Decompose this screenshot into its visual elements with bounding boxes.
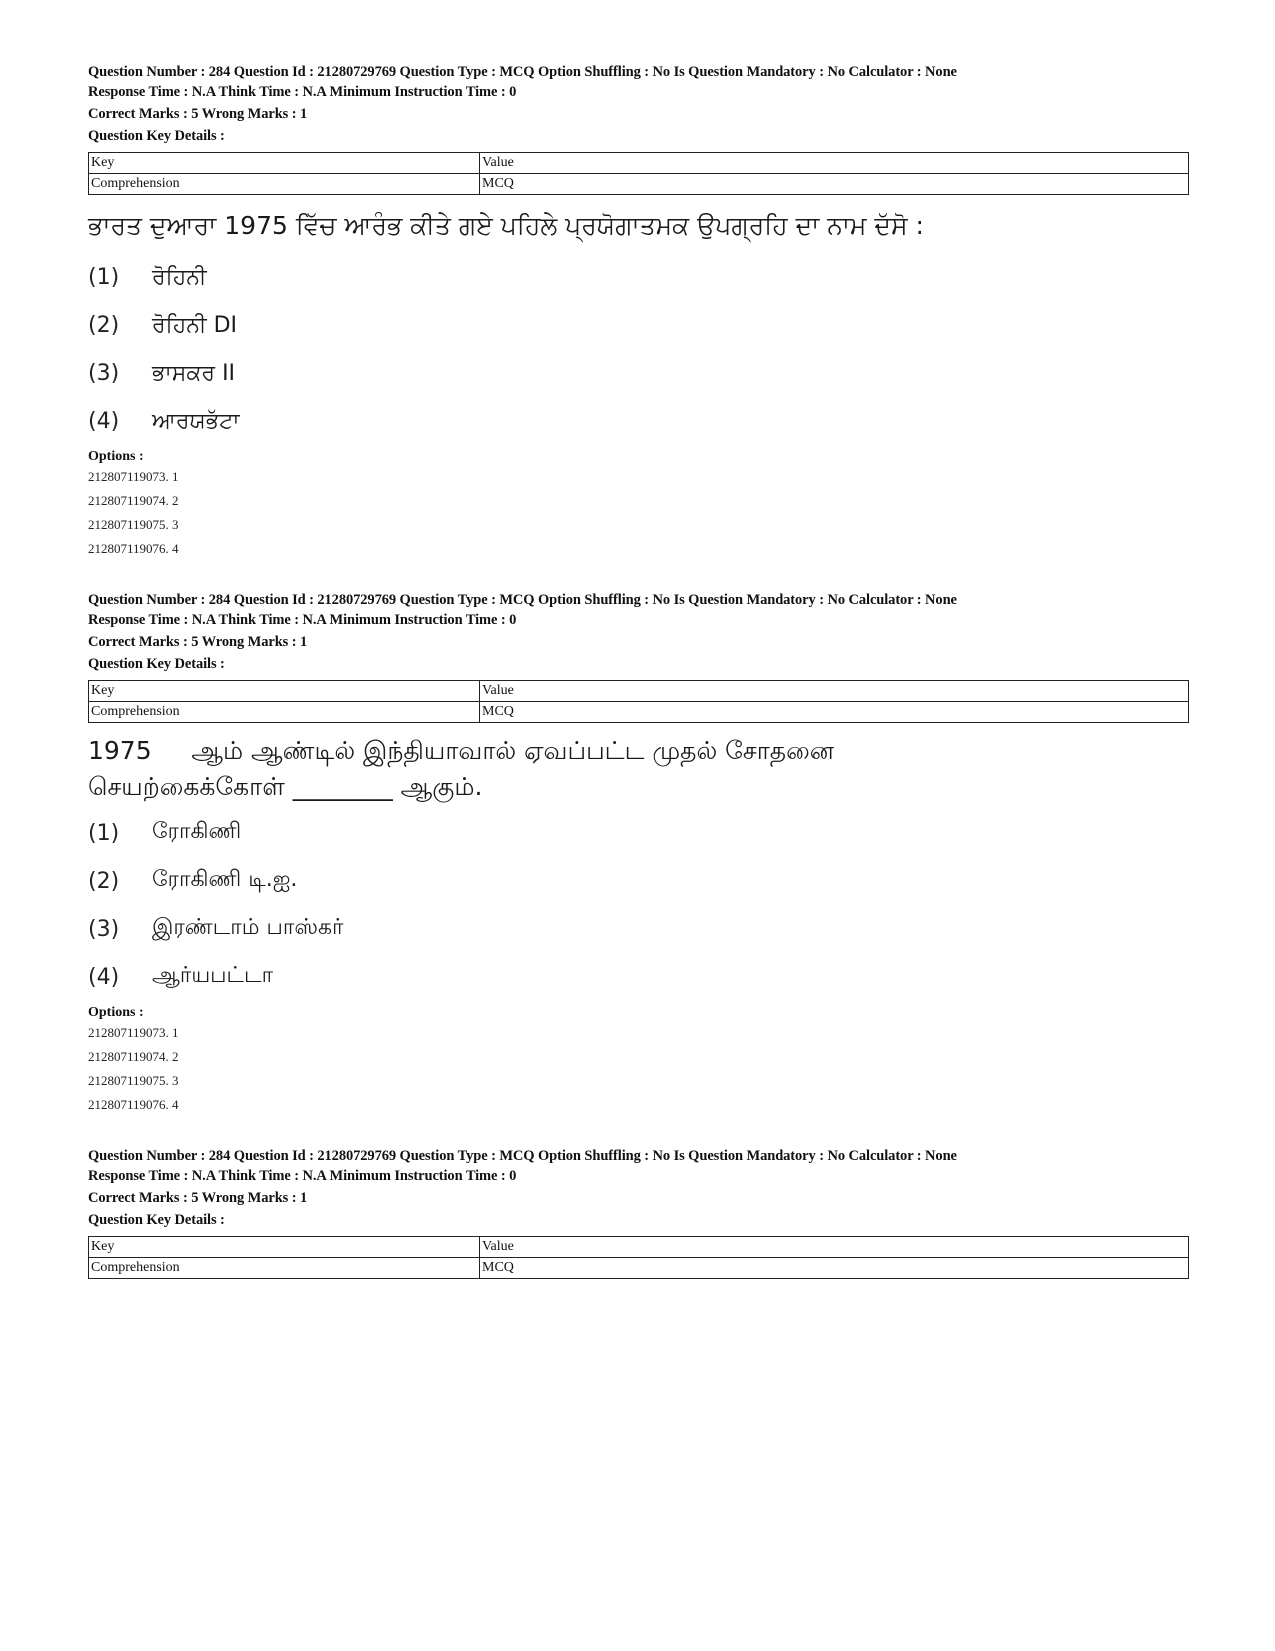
question-block-1: [88, 62, 1188, 561]
option-number: (3): [88, 916, 120, 942]
option-item: [88, 397, 1188, 445]
question-text: [88, 733, 1188, 805]
key-details-table: [88, 1236, 1189, 1279]
key-header: Key: [89, 1237, 480, 1258]
option-number: (4): [88, 964, 120, 990]
option-id: 212807119075. 3: [88, 1073, 179, 1088]
value-cell: MCQ: [480, 702, 1189, 723]
option-number: (4): [88, 408, 120, 434]
table-row: [89, 1258, 1189, 1279]
option-text: ਰੋਹਿਨੀ: [152, 264, 207, 290]
options-label: Options :: [88, 1005, 144, 1020]
options-label: Options :: [88, 449, 144, 464]
response-time-meta: Response Time : N.A Think Time : N.A Minimum Instruction Time : 0: [88, 84, 517, 100]
question-line: 1975 ஆம் ஆண்டில் இந்தியாவால் ஏவப்பட்ட முதல் சோதனை: [88, 736, 834, 765]
option-item: [88, 905, 1188, 953]
question-block-2: [88, 590, 1188, 1117]
option-text: ਭਾਸਕਰ II: [152, 360, 236, 386]
value-cell: MCQ: [480, 174, 1189, 195]
option-id: 212807119074. 2: [88, 493, 179, 508]
marks-meta: Correct Marks : 5 Wrong Marks : 1: [88, 106, 308, 122]
key-cell: Comprehension: [89, 1258, 480, 1279]
option-text: ரோகிணி: [152, 819, 242, 844]
key-header: Key: [89, 681, 480, 702]
value-header: Value: [480, 681, 1189, 702]
key-details-table: [88, 680, 1189, 723]
option-number: (3): [88, 360, 120, 386]
option-id: 212807119073. 1: [88, 469, 179, 484]
marks-meta: Correct Marks : 5 Wrong Marks : 1: [88, 634, 308, 650]
option-text: இரண்டாம் பாஸ்கர்: [152, 915, 344, 940]
option-text: ரோகிணி டி.ஐ.: [152, 867, 298, 892]
option-id: 212807119074. 2: [88, 1049, 179, 1064]
table-row: [89, 174, 1189, 195]
option-number: (2): [88, 312, 120, 338]
table-row: [89, 1237, 1189, 1258]
option-text: ਆਰਯਭੱਟਾ: [152, 408, 240, 434]
response-time-meta: Response Time : N.A Think Time : N.A Minimum Instruction Time : 0: [88, 1168, 517, 1184]
option-id: 212807119073. 1: [88, 1025, 179, 1040]
question-block-3: [88, 1146, 1188, 1279]
option-item: [88, 253, 1188, 301]
option-number: (1): [88, 264, 120, 290]
key-details-label: Question Key Details :: [88, 128, 225, 144]
question-meta: Question Number : 284 Question Id : 21280729769 Question Type : MCQ Option Shuffling : No Is Question Mandatory : No Calculator : None: [88, 1148, 957, 1164]
key-cell: Comprehension: [89, 174, 480, 195]
table-row: [89, 681, 1189, 702]
option-item: [88, 301, 1188, 349]
key-details-label: Question Key Details :: [88, 656, 225, 672]
key-header: Key: [89, 153, 480, 174]
question-meta: Question Number : 284 Question Id : 21280729769 Question Type : MCQ Option Shuffling : No Is Question Mandatory : No Calculator : None: [88, 592, 957, 608]
question-text: ਭਾਰਤ ਦੁਆਰਾ 1975 ਵਿੱਚ ਆਰੰਭ ਕੀਤੇ ਗਏ ਪਹਿਲੇ ਪ੍ਰਯੋਗਾਤਮਕ ਉਪਗ੍ਰਹਿ ਦਾ ਨਾਮ ਦੱਸੋ :: [88, 211, 924, 240]
option-text: ஆர்யபட்டா: [152, 963, 274, 988]
table-row: [89, 153, 1189, 174]
option-item: [88, 809, 1188, 857]
option-item: [88, 953, 1188, 1001]
table-row: [89, 702, 1189, 723]
option-number: (1): [88, 820, 120, 846]
value-header: Value: [480, 153, 1189, 174]
option-item: [88, 857, 1188, 905]
value-header: Value: [480, 1237, 1189, 1258]
key-cell: Comprehension: [89, 702, 480, 723]
option-id: 212807119076. 4: [88, 1097, 179, 1112]
response-time-meta: Response Time : N.A Think Time : N.A Minimum Instruction Time : 0: [88, 612, 517, 628]
key-details-table: [88, 152, 1189, 195]
value-cell: MCQ: [480, 1258, 1189, 1279]
marks-meta: Correct Marks : 5 Wrong Marks : 1: [88, 1190, 308, 1206]
option-item: [88, 349, 1188, 397]
option-text: ਰੋਹਿਨੀ DI: [152, 312, 238, 338]
option-number: (2): [88, 868, 120, 894]
option-id: 212807119075. 3: [88, 517, 179, 532]
key-details-label: Question Key Details :: [88, 1212, 225, 1228]
option-id: 212807119076. 4: [88, 541, 179, 556]
question-meta: Question Number : 284 Question Id : 21280729769 Question Type : MCQ Option Shuffling : No Is Question Mandatory : No Calculator : None: [88, 64, 957, 80]
question-line: செயற்கைக்கோள் ________ ஆகும்.: [88, 772, 483, 801]
